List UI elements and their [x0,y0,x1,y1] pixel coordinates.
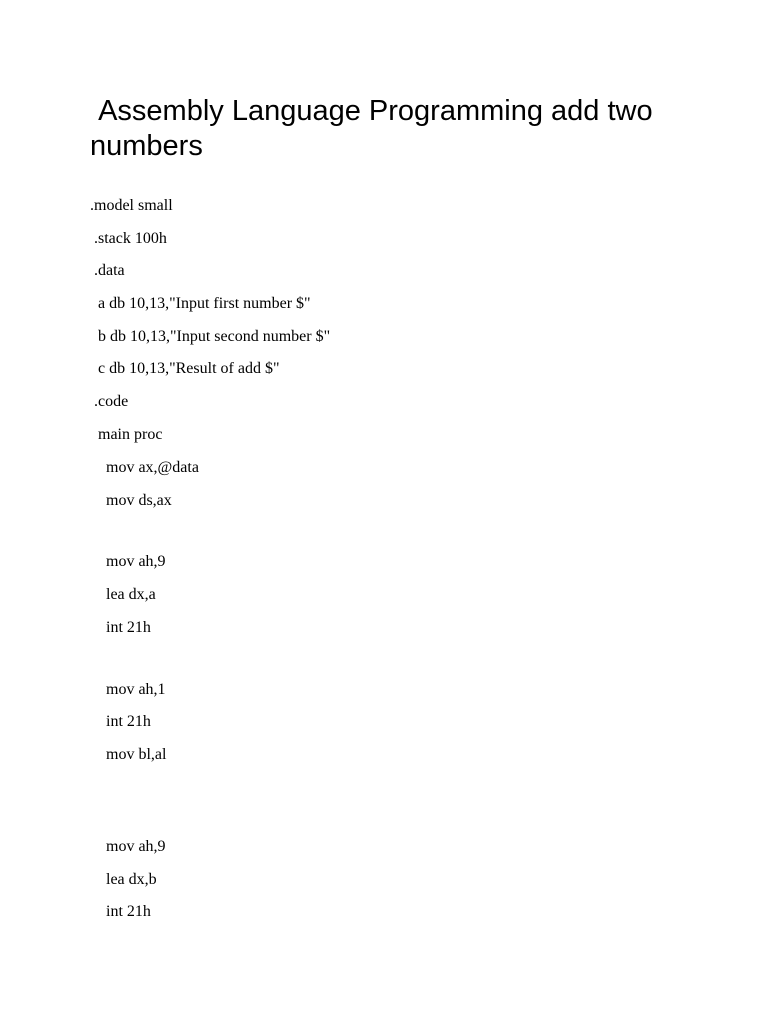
code-line: int 21h [90,903,151,920]
code-line: a db 10,13,"Input first number $" [90,295,311,312]
code-line: mov ah,1 [90,681,166,698]
code-line: lea dx,a [90,586,156,603]
code-line: .stack 100h [90,230,167,247]
code-line: b db 10,13,"Input second number $" [90,328,331,345]
code-line: int 21h [90,713,151,730]
code-line: mov ds,ax [90,492,172,509]
code-line: mov ah,9 [90,838,166,855]
code-line: .data [90,262,125,279]
code-line: .model small [90,197,173,214]
code-line: mov bl,al [90,746,167,763]
page-title: Assembly Language Programming add two numbers [90,95,661,162]
code-line: lea dx,b [90,871,157,888]
code-line: .code [90,393,129,410]
code-line: int 21h [90,619,151,636]
code-line: c db 10,13,"Result of add $" [90,360,280,377]
code-line: mov ah,9 [90,553,166,570]
code-line: mov ax,@data [90,459,199,476]
code-line: main proc [90,426,163,443]
